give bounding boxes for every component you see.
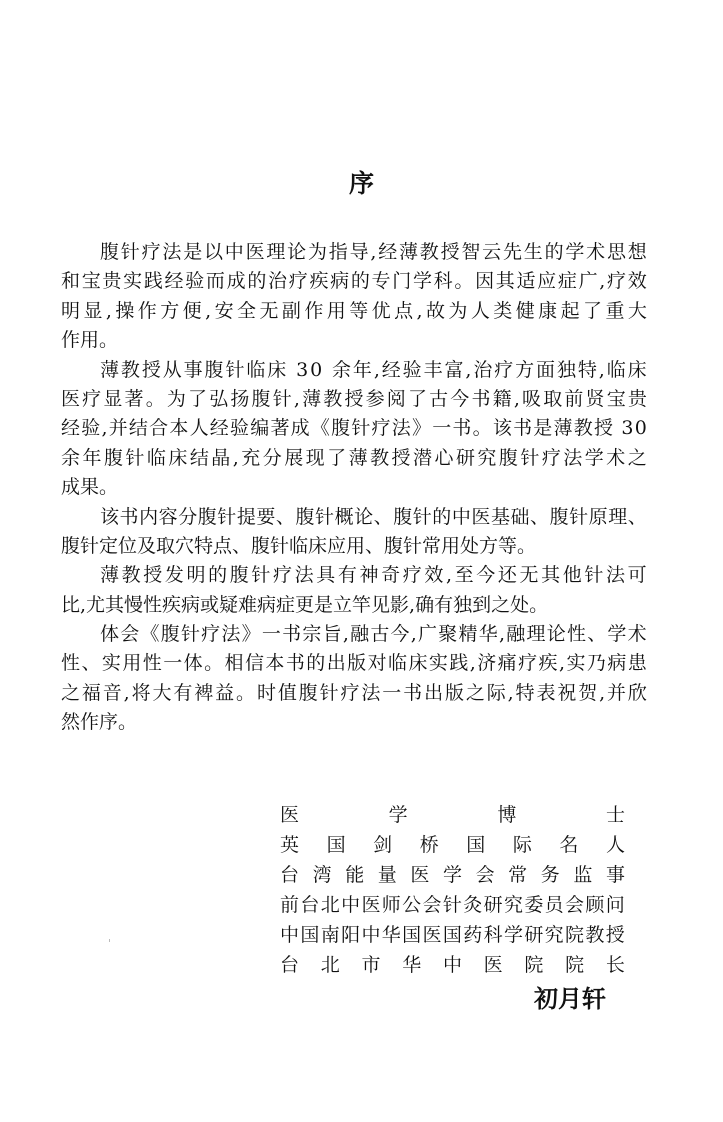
signature-title-3: 台 湾 能 量 医 学 会 常 务 监 事 [280,864,625,886]
paragraph-4-line-1: 薄 教 授 发 明 的 腹 针 疗 法 具 有 神 奇 疗 效 , 至 今 还 无 其 他 针 法 可 [100,564,647,587]
scan-speck [109,939,110,942]
signature-title-6: 台 北 市 华 中 医 院 院 长 [280,954,625,976]
signature-title-4: 前 台 北 中 医 师 公 会 针 灸 研 究 委 员 会 顾 问 [280,894,625,916]
paragraph-1-line-4: 作用。 [61,329,119,352]
paragraph-3-line-1: 该 书 内 容 分 腹 针 提 要 、 腹 针 概 论 、 腹 针 的 中 医 基 础 、 腹 针 原 理 、 [100,505,647,528]
paragraph-5-line-1: 体 会 《 腹 针 疗 法 》 一 书 宗 旨 , 融 古 今 , 广 聚 精 华 , 融 理 论 性 、 学 术 [100,623,647,646]
paragraph-1-line-3: 明 显 , 操 作 方 便 , 安 全 无 副 作 用 等 优 点 , 故 为 人 类 健 康 起 了 重 大 [61,299,647,322]
paragraph-2-line-1: 薄 教 授 从 事 腹 针 临 床 3 0 余 年 , 经 验 丰 富 , 治 疗 方 面 独 特 , 临 床 [100,358,647,381]
signature-title-2: 英 国 剑 桥 国 际 名 人 [280,834,625,856]
paragraph-2-line-3: 经 验 , 并 结 合 本 人 经 验 编 著 成 《 腹 针 疗 法 》 一 书 。 该 书 是 薄 教 授 3 0 [61,417,647,440]
paragraph-2-line-4: 余 年 腹 针 临 床 结 晶 , 充 分 展 现 了 薄 教 授 潜 心 研 究 腹 针 疗 法 学 术 之 [61,446,647,469]
author-name: 初月轩 [534,985,606,1013]
paragraph-3-line-2: 腹针定位及取穴特点、腹针临床应用、腹针常用处方等。 [61,534,537,557]
paragraph-5-line-4: 然作序。 [61,711,138,734]
signature-titles [280,800,625,980]
paragraph-5-line-3: 之 福 音 , 将 大 有 裨 益 。 时 值 腹 针 疗 法 一 书 出 版 之 际 , 特 表 祝 贺 , 并 欣 [61,681,647,704]
signature-title-1: 医 学 博 士 [280,804,625,826]
paragraph-2-line-5: 成果。 [61,476,119,499]
paragraph-1-line-2: 和 宝 贵 实 践 经 验 而 成 的 治 疗 疾 病 的 专 门 学 科 。 因 其 适 应 症 广 , 疗 效 [61,270,647,293]
paragraph-1-line-1: 腹 针 疗 法 是 以 中 医 理 论 为 指 导 , 经 薄 教 授 智 云 先 生 的 学 术 思 想 [100,241,647,263]
preface-body [61,238,647,738]
paragraph-2-line-2: 医 疗 显 著 。 为 了 弘 扬 腹 针 , 薄 教 授 参 阅 了 古 今 书 籍 , 吸 取 前 贤 宝 贵 [61,387,647,410]
preface-title: 序 [348,169,374,198]
paragraph-4-line-2: 比,尤其慢性疾病或疑难病症更是立竿见影,确有独到之处。 [61,593,549,616]
signature-title-5: 中 国 南 阳 中 华 国 医 国 药 科 学 研 究 院 教 授 [280,924,625,946]
paragraph-5-line-2: 性 、 实 用 性 一 体 。 相 信 本 书 的 出 版 对 临 床 实 践 , 济 痛 疗 疾 , 实 乃 病 患 [61,652,647,675]
